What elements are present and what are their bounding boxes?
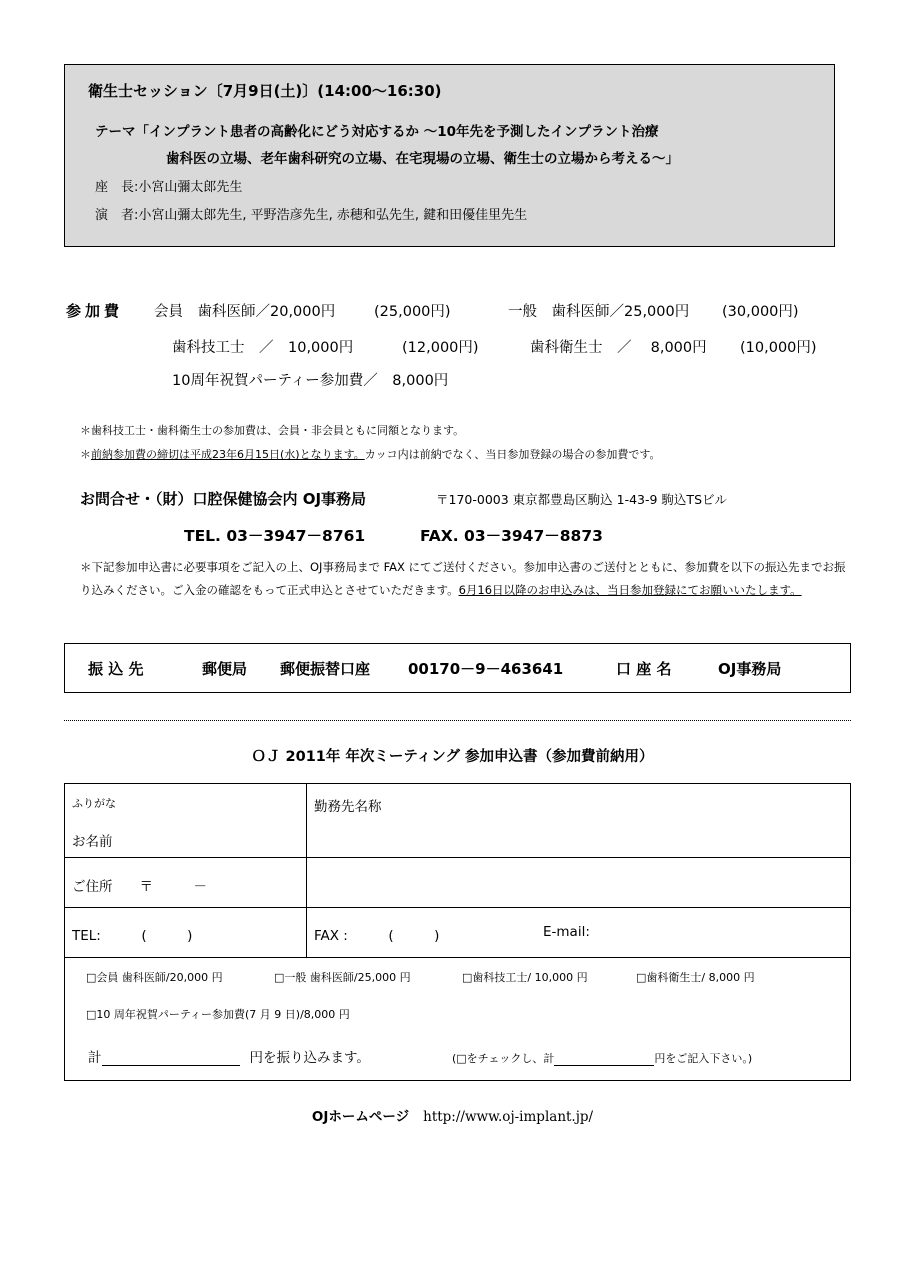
fee-general-dentist-onsite: (30,000円): [722, 304, 799, 320]
form-total-blank[interactable]: [102, 1065, 240, 1066]
session-speakers: 演 者:小宮山彌太郎先生, 平野浩彦先生, 赤穂和弘先生, 鍵和田優佳里先生: [95, 208, 528, 223]
bank-account-number: 00170－9－463641: [408, 660, 564, 678]
fee-technician-onsite: (12,000円): [402, 340, 479, 356]
form-tel-label: TEL: ( ): [72, 928, 193, 944]
fee-member-dentist-onsite: (25,000円): [374, 304, 451, 320]
form-column-divider: [306, 783, 307, 957]
fee-hygienist-onsite: (10,000円): [740, 340, 817, 356]
form-row-divider: [64, 907, 851, 908]
contact-tel: TEL. 03－3947－8761: [184, 527, 366, 545]
form-workplace-label: 勤務先名称: [314, 799, 382, 815]
fee-party: 10周年祝賀パーティー参加費／ 8,000円: [172, 373, 449, 389]
form-total-note-prefix: (□をチェックし、計: [452, 1052, 555, 1065]
form-total-note-blank: [554, 1065, 654, 1066]
form-address-label: ご住所 〒 －: [72, 879, 207, 895]
session-title: 衛生士セッション〔7月9日(土)〕(14:00〜16:30): [88, 82, 442, 100]
fee-general-dentist: 一般 歯科医師／25,000円: [508, 304, 690, 320]
fee-label: 参加費: [66, 302, 124, 320]
form-row-divider: [64, 957, 851, 958]
form-furigana-label: ふりがな: [72, 797, 116, 810]
cut-line: [64, 720, 851, 721]
instructions-paragraph: [80, 556, 850, 602]
checkbox-general-dentist[interactable]: □一般 歯科医師/25,000 円: [274, 971, 411, 984]
footer-label: OJホームページ: [311, 1109, 410, 1125]
form-name-label: お名前: [72, 834, 113, 850]
session-theme-line2: 歯科医の立場、老年歯科研究の立場、在宅現場の立場、衛生士の立場から考える〜」: [166, 151, 679, 167]
form-title: ＯＪ 2011年 年次ミーティング 参加申込書（参加費前納用）: [251, 749, 654, 765]
bank-account-type: 郵便振替口座: [280, 660, 371, 678]
session-theme-line1: テーマ「インプラント患者の高齢化にどう対応するか 〜10年先を予測したインプラント治療: [95, 124, 659, 140]
form-total-prefix: 計: [88, 1050, 102, 1066]
fee-hygienist: 歯科衛生士 ／ 8,000円: [530, 340, 707, 356]
form-total-row: [88, 1046, 370, 1066]
note-same-fee: ＊歯科技工士・歯科衛生士の参加費は、会員・非会員ともに同額となります。: [80, 424, 465, 437]
note-deadline-suffix: カッコ内は前納でなく、当日参加登録の場合の参加費です。: [364, 448, 661, 461]
bank-name: OJ事務局: [718, 660, 782, 678]
note-deadline: [80, 446, 661, 462]
contact-label: お問合せ・（財）口腔保健協会内 OJ事務局: [80, 490, 367, 508]
form-email-label: E-mail:: [543, 924, 590, 940]
instructions-main: ＊下記参加申込書に必要事項をご記入の上、OJ事務局まで FAX にてご送付ください。参加申込書のご送付とともに、参加費を以下の振込先までお振り込みください。ご入金の確認をもって正式申込とさせていただきます。: [80, 560, 846, 597]
checkbox-technician[interactable]: □歯科技工士/ 10,000 円: [462, 971, 588, 984]
fee-technician: 歯科技工士 ／ 10,000円: [172, 340, 354, 356]
form-fax-label: FAX : ( ): [314, 928, 440, 944]
form-total-suffix: 円を振り込みます。: [249, 1050, 370, 1066]
fee-member-dentist: 会員 歯科医師／20,000円: [154, 304, 336, 320]
session-chair: 座 長:小宮山彌太郎先生: [95, 180, 243, 195]
form-row-divider: [64, 857, 851, 858]
checkbox-member-dentist[interactable]: □会員 歯科医師/20,000 円: [86, 971, 223, 984]
bank-label: 振 込 先: [88, 660, 144, 678]
footer-url[interactable]: http://www.oj-implant.jp/: [423, 1109, 594, 1125]
bank-office: 郵便局: [202, 660, 248, 678]
bank-name-label: 口 座 名: [616, 660, 672, 678]
footer: [0, 1105, 905, 1125]
instructions-underlined: 6月16日以降のお申込みは、当日参加登録にてお願いいたします。: [458, 583, 802, 597]
checkbox-hygienist[interactable]: □歯科衛生士/ 8,000 円: [636, 971, 755, 984]
note-deadline-underlined: 前納参加費の締切は平成23年6月15日(水)となります。: [91, 448, 365, 461]
contact-fax: FAX. 03－3947－8873: [420, 527, 603, 545]
note-deadline-prefix: ＊: [80, 448, 91, 461]
contact-address: 〒170-0003 東京都豊島区駒込 1-43-9 駒込TSビル: [436, 492, 728, 507]
checkbox-party[interactable]: □10 周年祝賀パーティー参加費(7 月 9 日)/8,000 円: [86, 1008, 350, 1021]
form-total-note-suffix: 円をご記入下さい。): [654, 1052, 753, 1065]
form-total-note: [452, 1050, 752, 1066]
